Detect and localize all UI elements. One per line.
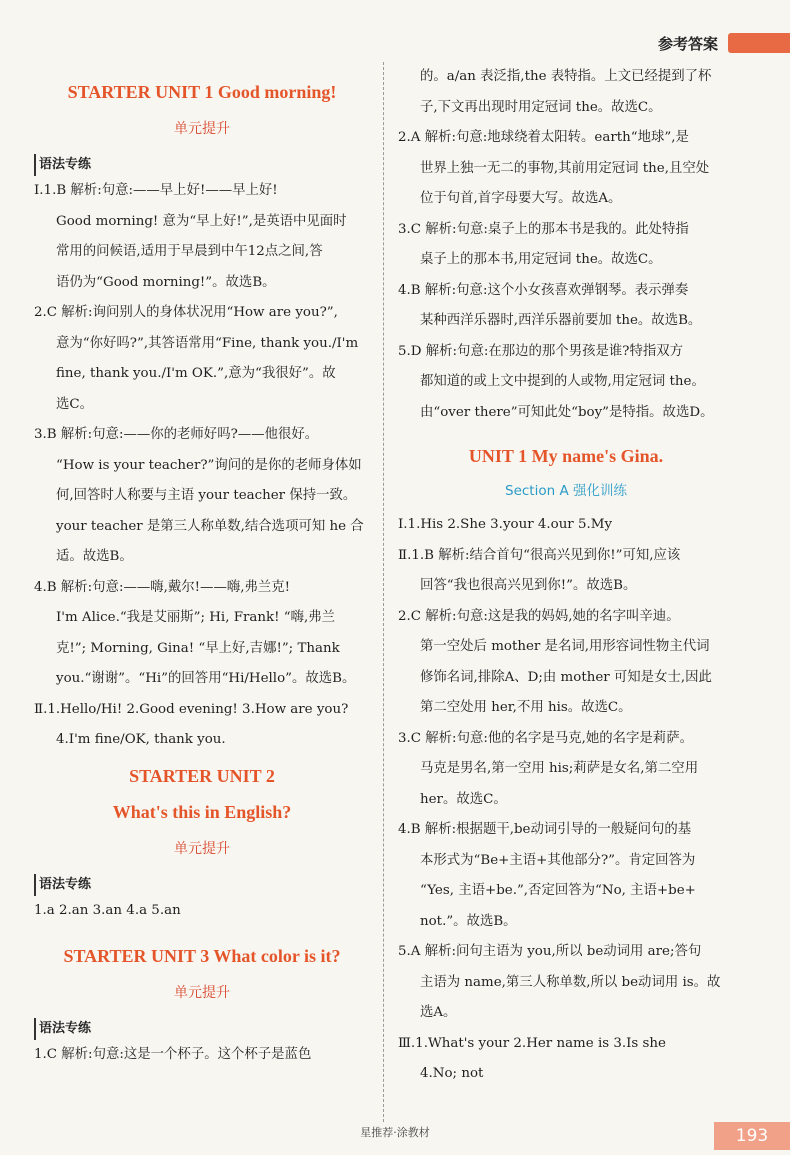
section-bracket: 语法专练 <box>34 874 91 896</box>
unit-1-title: UNIT 1 My name's Gina. <box>468 446 664 466</box>
header-label: 参考答案 <box>657 34 718 53</box>
answer-line: 2.A 解析:句意:地球绕着太阳转。earth“地球”,是 <box>398 130 689 145</box>
answer-line: 第一空处后 mother 是名词,用形容词性物主代词 <box>420 639 710 654</box>
answer-line: 桌子上的那本书,用定冠词 the。故选C。 <box>420 252 662 267</box>
answer-line: “Yes, 主语+be.”,否定回答为“No, 主语+be+ <box>420 883 696 898</box>
answer-line: 3.C 解析:句意:他的名字是马克,她的名字是莉萨。 <box>398 730 693 746</box>
unit-subheading: 单元提升 <box>174 121 230 137</box>
answer-line: Ⅱ.1.Hello/Hi! 2.Good evening! 3.How are you? <box>34 701 349 717</box>
answer-line: 4.B 解析:根据题干,be动词引导的一般疑问句的基 <box>398 822 692 837</box>
answer-line: 马克是男名,第一空用 his;莉萨是女名,第二空用 <box>420 761 699 776</box>
answer-line: not.”。故选B。 <box>420 913 517 929</box>
starter-unit-2-subtitle: What's this in English? <box>112 801 292 822</box>
page-number: 193 <box>714 1122 790 1150</box>
answer-line: 4.No; not <box>420 1066 484 1081</box>
answer-line: Ⅰ.1.His 2.She 3.your 4.our 5.My <box>398 517 613 532</box>
answer-line: Ⅱ.1.B 解析:结合首句“很高兴见到你!”可知,应该 <box>398 547 681 563</box>
answer-line: 的。a/an 表泛指,the 表特指。上文已经提到了杯 <box>420 69 712 84</box>
answer-line: your teacher 是第三人称单数,结合选项可知 he 合 <box>56 518 364 534</box>
answer-line: 克!”; Morning, Gina! “早上好,吉娜!”; Thank <box>56 640 340 656</box>
header-tab <box>658 30 790 56</box>
answer-line: 1.C 解析:句意:这是一个杯子。这个杯子是蓝色 <box>34 1047 312 1062</box>
answer-line: 本形式为“Be+主语+其他部分?”。肯定回答为 <box>420 852 696 868</box>
answer-line: “How is your teacher?”询问的是你的老师身体如 <box>56 457 362 473</box>
answer-line: 2.C 解析:句意:这是我的妈妈,她的名字叫辛迪。 <box>398 608 680 624</box>
answer-line: Good morning! 意为“早上好!”,是英语中见面时 <box>56 213 347 229</box>
answer-line: 4.B 解析:句意:——嗨,戴尔!——嗨,弗兰克! <box>34 579 291 595</box>
answer-line: 4.I'm fine/OK, thank you. <box>56 732 226 747</box>
answer-line: 意为“你好吗?”,其答语常用“Fine, thank you./I'm <box>56 335 359 351</box>
answer-line: 4.B 解析:句意:这个小女孩喜欢弹钢琴。表示弹奏 <box>398 282 689 298</box>
answer-line: 由“over there”可知此处“boy”是特指。故选D。 <box>420 404 714 420</box>
answer-line: 世界上独一无二的事物,其前用定冠词 the,且空处 <box>420 160 710 176</box>
answer-line: 何,回答时人称要与主语 your teacher 保持一致。 <box>56 488 357 503</box>
answer-line: 回答“我也很高兴见到你!”。故选B。 <box>420 578 637 593</box>
starter-unit-1-title: STARTER UNIT 1 Good morning! <box>67 82 337 102</box>
starter-unit-3-title: STARTER UNIT 3 What color is it? <box>63 946 341 966</box>
answer-line: 某种西洋乐器时,西洋乐器前要加 the。故选B。 <box>420 313 702 328</box>
answer-line: 主语为 name,第三人称单数,所以 be动词用 is。故 <box>420 974 721 990</box>
section-a-heading: Section A 强化训练 <box>505 483 627 499</box>
answer-line: 子,下文再出现时用定冠词 the。故选C。 <box>420 99 662 115</box>
answer-line: 位于句首,首字母要大写。故选A。 <box>420 191 622 206</box>
header-accent-bar <box>728 33 790 53</box>
answer-line: 3.C 解析:句意:桌子上的那本书是我的。此处特指 <box>398 221 689 237</box>
answer-line: Ⅲ.1.What's your 2.Her name is 3.Is she <box>398 1035 666 1051</box>
answer-line: 第二空处用 her,不用 his。故选C。 <box>420 700 632 715</box>
answer-line: 5.D 解析:句意:在那边的那个男孩是谁?特指双方 <box>398 343 684 359</box>
starter-unit-2-title: STARTER UNIT 2 <box>129 765 275 786</box>
answer-line: 修饰名词,排除A、D;由 mother 可知是女士,因此 <box>420 669 712 685</box>
answer-line: 选C。 <box>56 396 94 412</box>
answer-line: 都知道的或上文中提到的人或物,用定冠词 the。 <box>420 374 705 389</box>
answer-line: 3.B 解析:句意:——你的老师好吗?——他很好。 <box>34 427 319 442</box>
right-column <box>398 62 734 1090</box>
answer-line: you.“谢谢”。“Hi”的回答用“Hi/Hello”。故选B。 <box>56 671 356 686</box>
footer-text: 星推荐·涂教材 <box>360 1126 430 1139</box>
answer-line: Ⅰ.1.B 解析:句意:——早上好!——早上好! <box>34 183 278 198</box>
answer-line: 5.A 解析:问句主语为 you,所以 be动词用 are;答句 <box>398 944 702 959</box>
unit-subheading: 单元提升 <box>174 985 230 1001</box>
answer-line: 语仍为“Good morning!”。故选B。 <box>56 274 276 290</box>
unit-subheading: 单元提升 <box>174 840 230 857</box>
left-column <box>34 72 370 1071</box>
answer-line: 选A。 <box>420 1005 457 1020</box>
answer-line: 2.C 解析:询问别人的身体状况用“How are you?”, <box>34 305 338 320</box>
section-bracket: 语法专练 <box>34 1018 91 1040</box>
section-bracket: 语法专练 <box>34 154 91 176</box>
column-divider <box>383 62 384 1122</box>
answer-line: I'm Alice.“我是艾丽斯”; Hi, Frank! “嗨,弗兰 <box>56 610 336 625</box>
answer-line: 适。故选B。 <box>56 549 133 564</box>
answer-line: her。故选C。 <box>420 791 507 807</box>
answer-line: 1.a 2.an 3.an 4.a 5.an <box>34 902 181 918</box>
answer-line: fine, thank you./I'm OK.”,意为“我很好”。故 <box>56 366 336 381</box>
answer-line: 常用的问候语,适用于早晨到中午12点之间,答 <box>56 244 323 259</box>
